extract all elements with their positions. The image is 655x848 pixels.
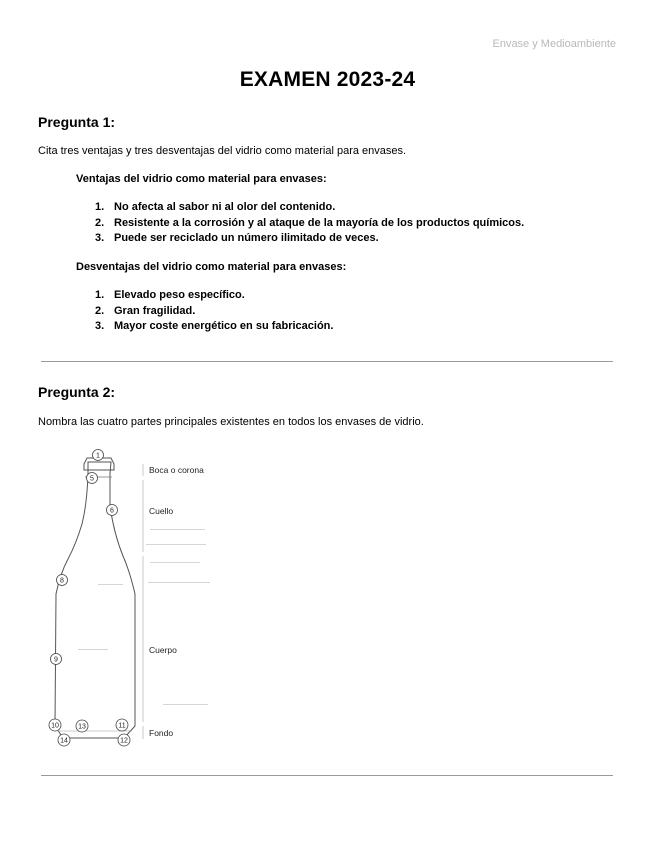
item-text: Resistente a la corrosión y al ataque de la mayoría de los productos químicos.: [114, 216, 525, 229]
marker-1: [93, 450, 104, 461]
question-2-text: Nombra las cuatro partes principales existentes en todos los envases de vidrio.: [38, 416, 424, 428]
bottle-diagram-svg: [38, 444, 228, 754]
svg-text:1: 1: [96, 452, 100, 460]
marker-11: [116, 719, 128, 731]
disadvantages-title: Desventajas del vidrio como material para envases:: [76, 261, 347, 273]
svg-text:12: 12: [120, 737, 128, 745]
item-text: Puede ser reciclado un número ilimitado de veces.: [114, 232, 379, 244]
list-item: [95, 288, 333, 304]
item-number: 1.: [95, 289, 105, 301]
question-2-heading: Pregunta 2:: [38, 384, 116, 400]
item-text: Elevado peso específico.: [114, 289, 245, 301]
svg-text:8: 8: [60, 577, 64, 585]
header-note: Envase y Medioambiente: [492, 38, 616, 50]
part-label-crown: Boca o corona: [149, 465, 204, 475]
svg-text:14: 14: [60, 737, 68, 745]
section-divider: [41, 775, 613, 776]
marker-6: [107, 505, 118, 516]
marker-9: [51, 654, 62, 665]
part-label-bottom: Fondo: [149, 728, 174, 738]
question-1-heading: Pregunta 1:: [38, 114, 116, 130]
item-number: 2.: [95, 304, 105, 317]
page-title: EXAMEN 2023-24: [239, 68, 416, 91]
item-text: No afecta al sabor ni al olor del contenido.: [114, 201, 336, 213]
scan-noise: [78, 529, 210, 705]
list-item: [95, 200, 524, 216]
item-text: Mayor coste energético en su fabricación.: [114, 320, 334, 332]
list-item: [95, 319, 333, 335]
svg-text:6: 6: [110, 507, 114, 515]
item-text: Gran fragilidad.: [114, 304, 196, 317]
svg-text:10: 10: [51, 722, 59, 730]
svg-text:11: 11: [118, 722, 126, 730]
list-item: [95, 304, 333, 320]
item-number: 3.: [95, 232, 105, 244]
advantages-title: Ventajas del vidrio como material para envases:: [76, 173, 327, 185]
advantages-list: [95, 200, 524, 247]
list-item: [95, 231, 524, 247]
marker-12: [118, 734, 130, 746]
item-number: 3.: [95, 320, 105, 332]
part-label-body: Cuerpo: [149, 645, 177, 655]
item-number: 2.: [95, 216, 105, 229]
list-item: [95, 216, 524, 232]
marker-13: [76, 720, 88, 732]
marker-8: [57, 575, 68, 586]
svg-text:13: 13: [78, 723, 86, 731]
bottle-outline: [55, 462, 135, 738]
question-1-text: Cita tres ventajas y tres desventajas del vidrio como material para envases.: [38, 145, 407, 157]
svg-text:5: 5: [90, 475, 94, 483]
marker-5: [87, 473, 98, 484]
disadvantages-list: [95, 288, 333, 335]
bottle-diagram: [38, 444, 228, 754]
section-divider: [41, 361, 613, 362]
marker-10: [49, 719, 61, 731]
part-label-neck: Cuello: [149, 506, 174, 516]
item-number: 1.: [95, 201, 105, 213]
svg-text:9: 9: [54, 656, 58, 664]
marker-14: [58, 734, 70, 746]
